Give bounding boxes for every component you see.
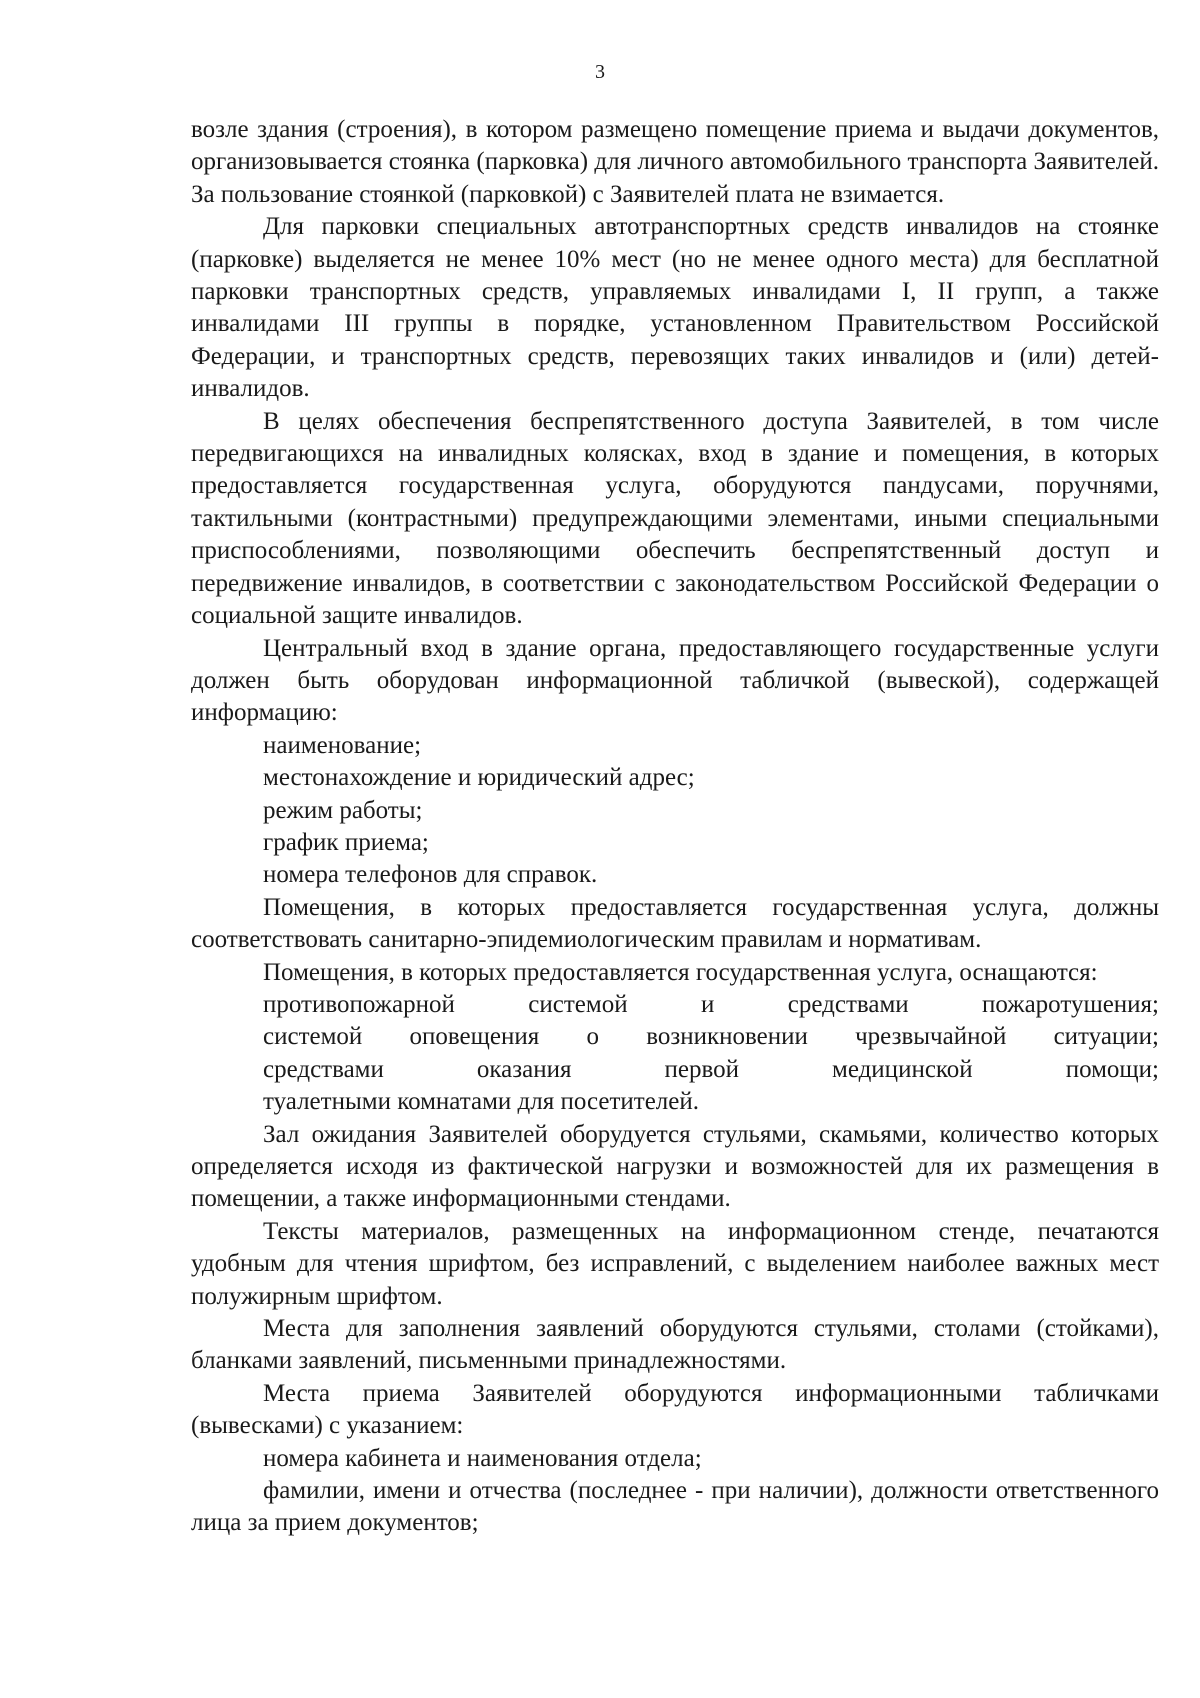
list-item: наименование;	[263, 731, 422, 759]
paragraph-disabled-parking: Для парковки специальных автотранспортных средств инвалидов на стоянке (парковке) выделяется не менее 10% мест (но не менее одного места) для бесплатной парковки транспортных средств, управляемых инвалидами I, II групп, а также инвалидами III группы в порядке, установленном Правительством Российской Федерации, и транспортных средств, перевозящих таких инвалидов и (или) детей-инвалидов.	[191, 213, 1159, 403]
paragraph-parking-location: возле здания (строения), в котором размещено помещение приема и выдачи документов, организовывается стоянка (парковка) для личного автомобильного транспорта Заявителей. За пользование стоянкой (парковкой) с Заявителей плата не взимается.	[191, 116, 1159, 208]
list-item: средствами оказания первой медицинской помощи;	[263, 1055, 1159, 1083]
paragraph-accessibility: В целях обеспечения беспрепятственного доступа Заявителей, в том числе передвигающихся на инвалидных колясках, вход в здание и помещения, в которых предоставляется государственная услуга, оборудуются пандусами, поручнями, тактильными (контрастными) предупреждающими элементами, иными специальными приспособлениями, позволяющими обеспечить беспрепятственный доступ и передвижение инвалидов, в соответствии с законодательством Российской Федерации о социальной защите инвалидов.	[191, 407, 1159, 630]
paragraph-equipment: Помещения, в которых предоставляется государственная услуга, оснащаются:	[263, 958, 1098, 986]
list-item: номера телефонов для справок.	[263, 861, 598, 889]
paragraph-sanitary-rules: Помещения, в которых предоставляется государственная услуга, должны соответствовать санитарно-эпидемиологическим правилам и нормативам.	[191, 893, 1159, 954]
paragraph-reception-signs: Места приема Заявителей оборудуются информационными табличками (вывесками) с указанием:	[191, 1379, 1159, 1440]
list-item: местонахождение и юридический адрес;	[263, 764, 695, 792]
list-item: номера кабинета и наименования отдела;	[263, 1444, 702, 1472]
list-item: режим работы;	[263, 796, 423, 824]
list-item: туалетными комнатами для посетителей.	[263, 1088, 699, 1116]
paragraph-entrance-sign: Центральный вход в здание органа, предоставляющего государственные услуги должен быть оборудован информационной табличкой (вывеской), содержащей информацию:	[191, 634, 1159, 727]
list-item: системой оповещения о возникновении чрезвычайной ситуации;	[263, 1023, 1159, 1051]
list-item: противопожарной системой и средствами пожаротушения;	[263, 990, 1159, 1018]
paragraph-waiting-hall: Зал ожидания Заявителей оборудуется стульями, скамьями, количество которых определяется исходя из фактической нагрузки и возможностей для их размещения в помещении, а также информационными стендами.	[191, 1120, 1159, 1213]
list-item: график приема;	[263, 828, 429, 856]
paragraph-info-stand: Тексты материалов, размещенных на информационном стенде, печатаются удобным для чтения шрифтом, без исправлений, с выделением наиболее важных мест полужирным шрифтом.	[191, 1217, 1159, 1310]
document-body	[191, 114, 1159, 1540]
page-number: 3	[595, 61, 605, 83]
paragraph-application-places: Места для заполнения заявлений оборудуются стульями, столами (стойками), бланками заявлений, письменными принадлежностями.	[191, 1315, 1159, 1375]
paragraph-responsible-person: фамилии, имени и отчества (последнее - при наличии), должности ответственного лица за прием документов;	[191, 1477, 1159, 1537]
